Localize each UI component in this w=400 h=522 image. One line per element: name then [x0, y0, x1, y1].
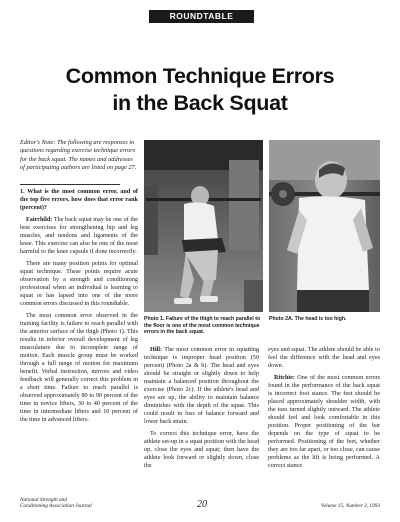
photo-head-too-high	[269, 140, 380, 312]
photo-2a-caption: Photo 2A. The head is too high.	[269, 316, 347, 322]
paragraph: eyes and squat. The athlete should be able to feel the difference with the head and eyes down.	[268, 346, 380, 369]
paragraph-text: The back squat may be one of the best exercises for strengthening hip and leg muscles, and tendons and ligaments of the knee. This exercise can also be one of the most harmful to the knee capsule if done incorrectly.	[20, 216, 138, 255]
paragraph: There are many position points for optimal squat technique. These points require acute observation by a strength and conditioning professional when an individual is learning to squat or has lapsed into one of the more common errors discussed in this roundtable.	[20, 260, 138, 307]
journal-name-line-2: Conditioning Association Journal	[20, 503, 92, 510]
photo-1-caption: Photo 1. Failure of the thigh to reach parallel to the floor is one of the most common technique errors in the back squat.	[144, 316, 261, 336]
paragraph	[20, 216, 138, 256]
journal-name	[20, 497, 150, 510]
page-number: 20	[197, 499, 207, 510]
editors-note: Editor's Note: The following are responses to questions regarding exercise technique errors for the back squat. The names and addresses of participating authors are listed on page 27.	[20, 139, 137, 171]
right-column	[268, 346, 380, 474]
divider-rule	[20, 184, 120, 185]
volume-info: Volume 15, Number 3, 1993	[320, 503, 380, 509]
speaker-name: Ritchie:	[274, 374, 295, 381]
title-line-2: in the Back Squat	[112, 91, 288, 115]
paragraph	[144, 346, 259, 426]
section-label: ROUNDTABLE	[149, 10, 254, 23]
title-line-1: Common Technique Errors	[65, 64, 335, 88]
left-column	[20, 188, 138, 428]
middle-column	[144, 346, 259, 474]
paragraph	[268, 374, 380, 470]
paragraph-text: The most common error in squatting technique is improper head position (50 percent) (Photo 2a & b). The head and eyes should be straight or slightly down to help maintain a balanced position throughout the exercise (Photo 2c). If the athlete's head and eyes are up, the ability to maintain balance diminishes with the depth of the squat. This could result in loss of balance forward and lower back strain.	[144, 346, 259, 425]
speaker-name: Hill:	[150, 346, 163, 353]
paragraph-text: One of the most common errors found in the performance of the back squat is incorrect foot stance. The feet should be placed approximately shoulder width, with the toes turned slightly outward. The athlete should feel and look comfortable in this position. Proper positioning of the bar depends on the type of squat to be performed. Positioning of the feet, whether they are too far apart, or too close, can cause problems as the lift is being performed. A correct stance	[268, 374, 381, 469]
question: 1. What is the most common error, and of the top five errors, how does that error rank (percent)?	[20, 188, 138, 211]
article-title	[20, 63, 380, 117]
photo-2a-image	[269, 140, 380, 312]
photo-1-image	[144, 140, 263, 312]
speaker-name: Fairchild:	[26, 216, 53, 223]
paragraph: To correct this technique error, have the athlete set-up in a squat position with the head up, close the eyes and squat; then have the athlete look forward or slightly down, close the	[144, 430, 259, 469]
journal-name-line-1: National Strength and	[20, 497, 67, 503]
photo-squat-thigh-not-parallel	[144, 140, 263, 312]
paragraph: The most common error observed in the training facility is failure to reach parallel with the anterior surface of the thigh (Photo 1). This results in inferior overall development of leg musculature due to incomplete range of motion. Each muscle group must be worked through a full range of motion for maximum benefit. Verbal instruction, mirrors and video feedback will generally correct this problem in a short time. Failure to reach parallel is observed approximately 80 to 90 percent of the time in novice lifters, 30 to 40 percent of the time in intermediate lifters and 10 percent of the time in advanced lifters.	[20, 312, 138, 423]
